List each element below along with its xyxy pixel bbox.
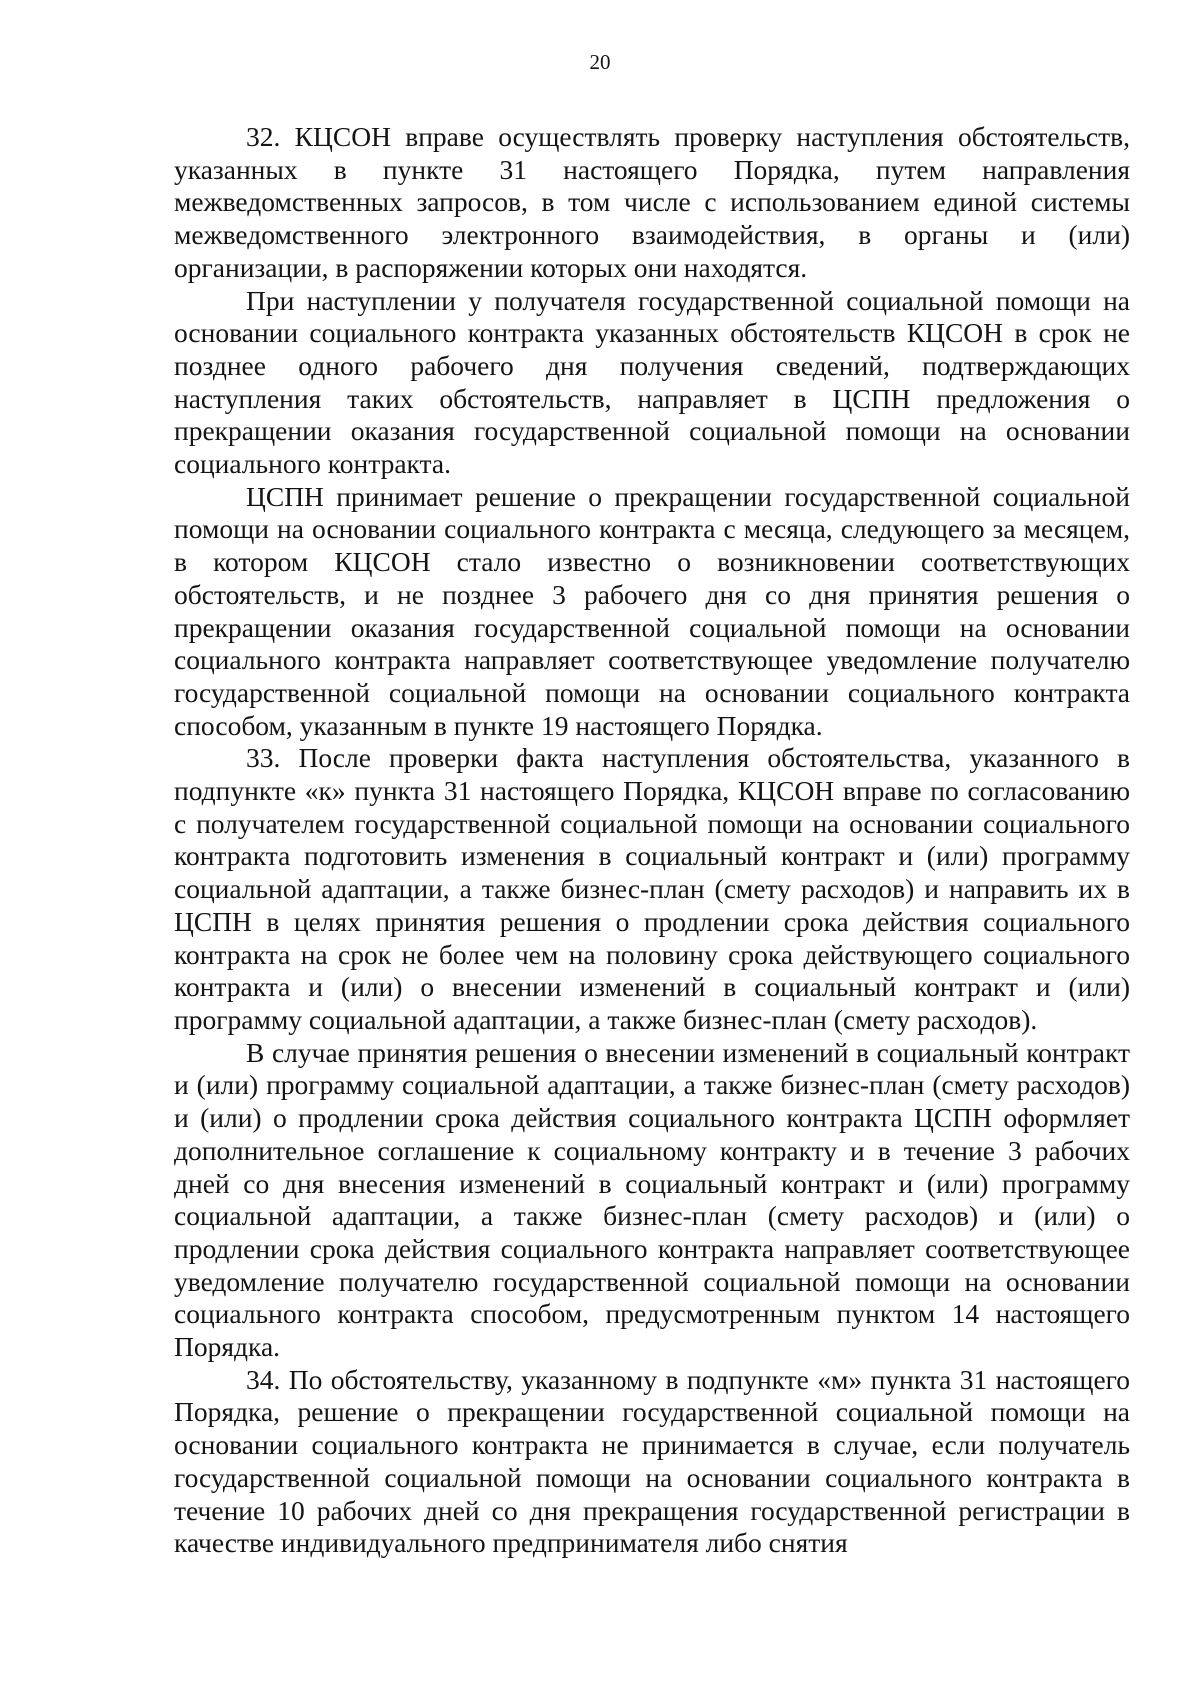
paragraph-33-amendments: В случае принятия решения о внесении изменений в социальный контракт и (или) программу социальной адаптации, а также бизнес-план (смету расходов) и (или) о продлении срока действия социального контракта ЦСПН оформляет дополнительное соглашение к социальному контракту и в течение 3 рабочих дней со дня внесения изменений в социальный контракт и (или) программу социальной адаптации, а также бизнес-план (смету расходов) и (или) о продлении срока действия социального контракта направляет соответствующее уведомление получателю государственной социальной помощи на основании социального контракта способом, предусмотренным пунктом 14 настоящего Порядка. xyxy=(174,1036,1130,1363)
document-body xyxy=(174,121,1130,1560)
paragraph-32-decision: ЦСПН принимает решение о прекращении государственной социальной помощи на основании социального контракта с месяца, следующего за месяцем, в котором КЦСОН стало известно о возникновении соответствующих обстоятельств, и не позднее 3 рабочего дня со дня принятия решения о прекращении оказания государственной социальной помощи на основании социального контракта направляет соответствующее уведомление получателю государственной социальной помощи на основании социального контракта способом, указанным в пункте 19 настоящего Порядка. xyxy=(174,480,1130,741)
paragraph-32-proposal: При наступлении у получателя государственной социальной помощи на основании социального контракта указанных обстоятельств КЦСОН в срок не позднее одного рабочего дня получения сведений, подтверждающих наступления таких обстоятельств, направляет в ЦСПН предложения о прекращении оказания государственной социальной помощи на основании социального контракта. xyxy=(174,284,1130,480)
paragraph-32-verification: 32. КЦСОН вправе осуществлять проверку наступления обстоятельств, указанных в пункте 31 настоящего Порядка, путем направления межведомственных запросов, в том числе с использованием единой системы межведомственного электронного взаимодействия, в органы и (или) организации, в распоряжении которых они находятся. xyxy=(174,121,1130,283)
page-number: 20 xyxy=(589,50,611,74)
paragraph-34: 34. По обстоятельству, указанному в подпункте «м» пункта 31 настоящего Порядка, решение о прекращении государственной социальной помощи на основании социального контракта не принимается в случае, если получатель государственной социальной помощи на основании социального контракта в течение 10 рабочих дней со дня прекращения государственной регистрации в качестве индивидуального предпринимателя либо снятия xyxy=(174,1363,1130,1559)
paragraph-33: 33. После проверки факта наступления обстоятельства, указанного в подпункте «к» пункта 31 настоящего Порядка, КЦСОН вправе по согласованию с получателем государственной социальной помощи на основании социального контракта подготовить изменения в социальный контракт и (или) программу социальной адаптации, а также бизнес-план (смету расходов) и направить их в ЦСПН в целях принятия решения о продлении срока действия социального контракта на срок не более чем на половину срока действующего социального контракта и (или) о внесении изменений в социальный контракт и (или) программу социальной адаптации, а также бизнес-план (смету расходов). xyxy=(174,742,1130,1035)
